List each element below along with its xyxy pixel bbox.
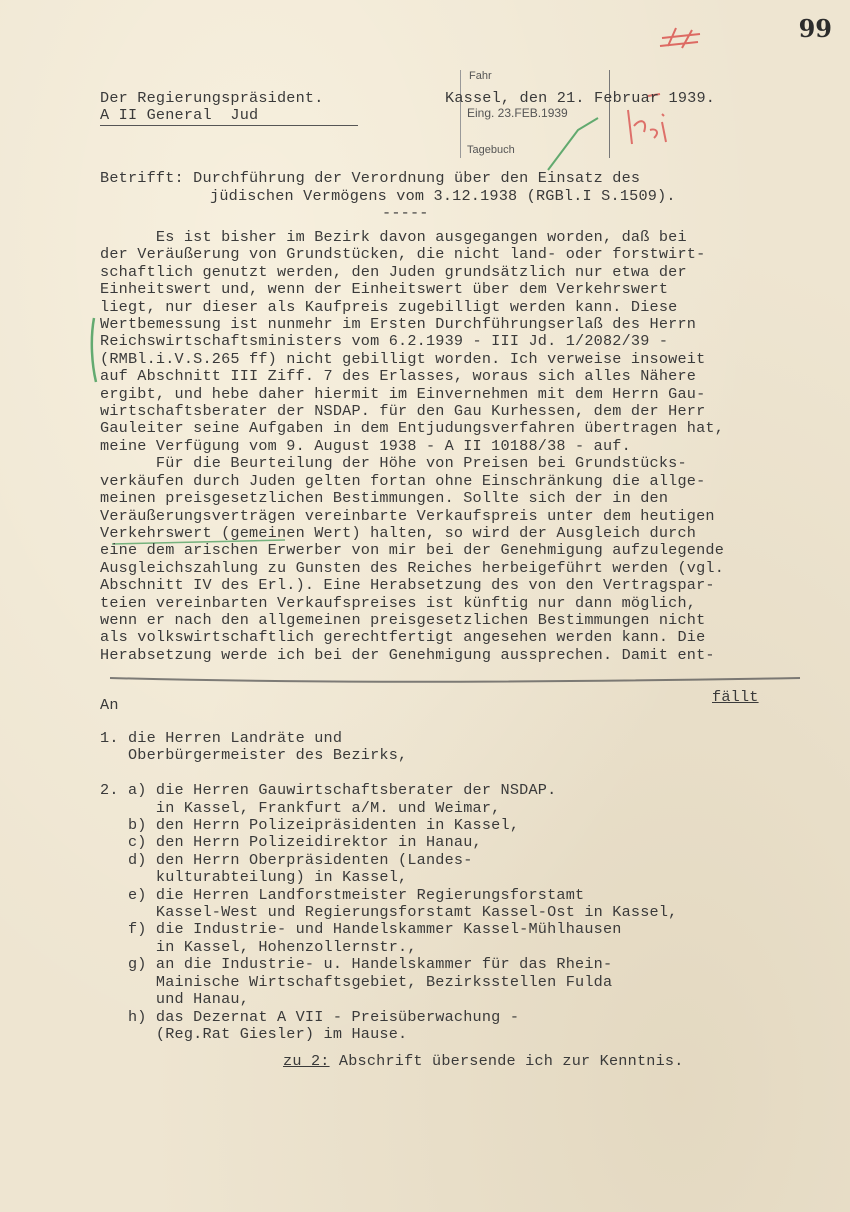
body-line: meinen preisgesetzlichen Bestimmungen. Sollte sich der in den <box>100 489 669 508</box>
body-line: auf Abschnitt III Ziff. 7 des Erlasses, woraus sich alles Nähere <box>100 367 697 386</box>
list-item: (Reg.Rat Giesler) im Hause. <box>100 1024 408 1043</box>
footer-note <box>283 1053 684 1070</box>
body-line: liegt, nur dieser als Kaufpreis zugebilligt werden kann. Diese <box>100 297 678 316</box>
body-line: als volkswirtschaftlich gerechtfertigt angesehen werden kann. Die <box>100 628 706 647</box>
page-number: 99 <box>798 14 832 43</box>
addressee-label: An <box>100 696 119 714</box>
red-hash-mark-icon <box>660 28 700 48</box>
body-line: ergibt, und hebe daher hiermit im Einvernehmen mit dem Herrn Gau- <box>100 384 706 403</box>
continuation-word: fällt <box>712 688 759 706</box>
body-line: wenn er nach den allgemeinen preisgesetzlichen Bestimmungen nicht <box>100 610 706 629</box>
green-margin-line-icon <box>92 318 96 382</box>
body-line: der Veräußerung von Grundstücken, die nicht land- oder forstwirt- <box>100 245 706 264</box>
body-line: Veräußerungsverträgen vereinbarte Verkaufspreis unter dem heutigen <box>100 506 715 525</box>
footer-label: zu 2: <box>283 1052 330 1070</box>
addressee-list <box>100 730 800 1043</box>
subject-text-1: Durchführung der Verordnung über den Einsatz des <box>193 169 641 187</box>
stamp-bottom-text: Tagebuch <box>467 144 515 156</box>
list-item: in Kassel, Frankfurt a/M. und Weimar, <box>100 798 501 817</box>
subject-label: Betrifft: <box>100 169 184 187</box>
subject-line-2: jüdischen Vermögens vom 3.12.1938 (RGBl.I S.1509). <box>210 187 676 205</box>
body-line: Es ist bisher im Bezirk davon ausgegangen worden, daß bei <box>100 228 687 246</box>
list-item: d) den Herrn Oberpräsidenten (Landes- <box>100 850 473 869</box>
list-item: e) die Herren Landforstmeister Regierungsforstamt <box>100 885 585 904</box>
body-line: Reichswirtschaftsministers vom 6.2.1939 - III Jd. 1/2082/39 - <box>100 332 669 351</box>
stamp-received-date: Eing. 23.FEB.1939 <box>467 106 568 120</box>
list-item <box>100 765 800 782</box>
list-item: 2. a) die Herren Gauwirtschaftsberater der NSDAP. <box>100 781 557 800</box>
pencil-divider-line <box>110 678 800 682</box>
list-item: c) den Herrn Polizeidirektor in Hanau, <box>100 833 482 852</box>
list-item: g) an die Industrie- u. Handelskammer für das Rhein- <box>100 955 613 974</box>
body-text <box>100 229 820 664</box>
sender-underline <box>100 125 358 126</box>
body-line: verkäufen durch Juden gelten fortan ohne Einschränkung die allge- <box>100 471 706 490</box>
list-item: und Hanau, <box>100 990 250 1009</box>
list-item: kulturabteilung) in Kassel, <box>100 868 408 887</box>
body-line: teien vereinbarten Verkaufspreises ist künftig nur dann möglich, <box>100 593 697 612</box>
dateline: Kassel, den 21. Februar 1939. <box>445 89 716 107</box>
body-line: schaftlich genutzt werden, den Juden grundsätzlich nur etwa der <box>100 262 687 281</box>
list-item: h) das Dezernat A VII - Preisüberwachung - <box>100 1007 520 1026</box>
list-item: in Kassel, Hohenzollernstr., <box>100 937 417 956</box>
list-item: Kassel-West und Regierungsforstamt Kassel-Ost in Kassel, <box>100 903 678 922</box>
list-item: Mainische Wirtschaftsgebiet, Bezirksstellen Fulda <box>100 972 613 991</box>
subject-separator: ----- <box>382 204 429 222</box>
body-line: Wertbemessung ist nunmehr im Ersten Durchführungserlaß des Herrn <box>100 315 697 334</box>
body-line: (RMBl.i.V.S.265 ff) nicht gebilligt worden. Ich verweise insoweit <box>100 349 706 368</box>
body-line: eine dem arischen Erwerber von mir bei der Genehmigung aufzulegende <box>100 541 725 560</box>
body-line: Herabsetzung werde ich bei der Genehmigung aussprechen. Damit ent- <box>100 645 715 664</box>
list-item: Oberbürgermeister des Bezirks, <box>100 746 408 765</box>
body-line: Für die Beurteilung der Höhe von Preisen bei Grundstücks- <box>100 454 687 473</box>
receipt-stamp <box>460 70 610 158</box>
file-reference: A II General Jud <box>100 106 259 124</box>
body-line: wirtschaftsberater der NSDAP. für den Gau Kurhessen, dem der Herr <box>100 402 706 421</box>
body-line: Abschnitt IV des Erl.). Eine Herabsetzung des von den Vertragspar- <box>100 576 715 595</box>
sender-title: Der Regierungspräsident. <box>100 89 324 107</box>
list-item: 1. die Herren Landräte und <box>100 729 343 747</box>
stamp-top-text: Fahr <box>469 70 492 82</box>
subject-line-1 <box>100 170 640 187</box>
list-item: f) die Industrie- und Handelskammer Kassel-Mühlhausen <box>100 920 622 939</box>
list-item: b) den Herrn Polizeipräsidenten in Kassel, <box>100 816 520 835</box>
footer-text: Abschrift übersende ich zur Kenntnis. <box>329 1052 684 1070</box>
body-line: meine Verfügung vom 9. August 1938 - A II 10188/38 - auf. <box>100 436 631 455</box>
body-line: Gauleiter seine Aufgaben in dem Entjudungsverfahren übertragen hat, <box>100 419 725 438</box>
body-line: Ausgleichszahlung zu Gunsten des Reiches herbeigeführt werden (vgl. <box>100 558 725 577</box>
body-line: Einheitswert und, wenn der Einheitswert über dem Verkehrswert <box>100 280 669 299</box>
body-line: Verkehrswert (gemeinen Wert) halten, so wird der Ausgleich durch <box>100 523 697 542</box>
